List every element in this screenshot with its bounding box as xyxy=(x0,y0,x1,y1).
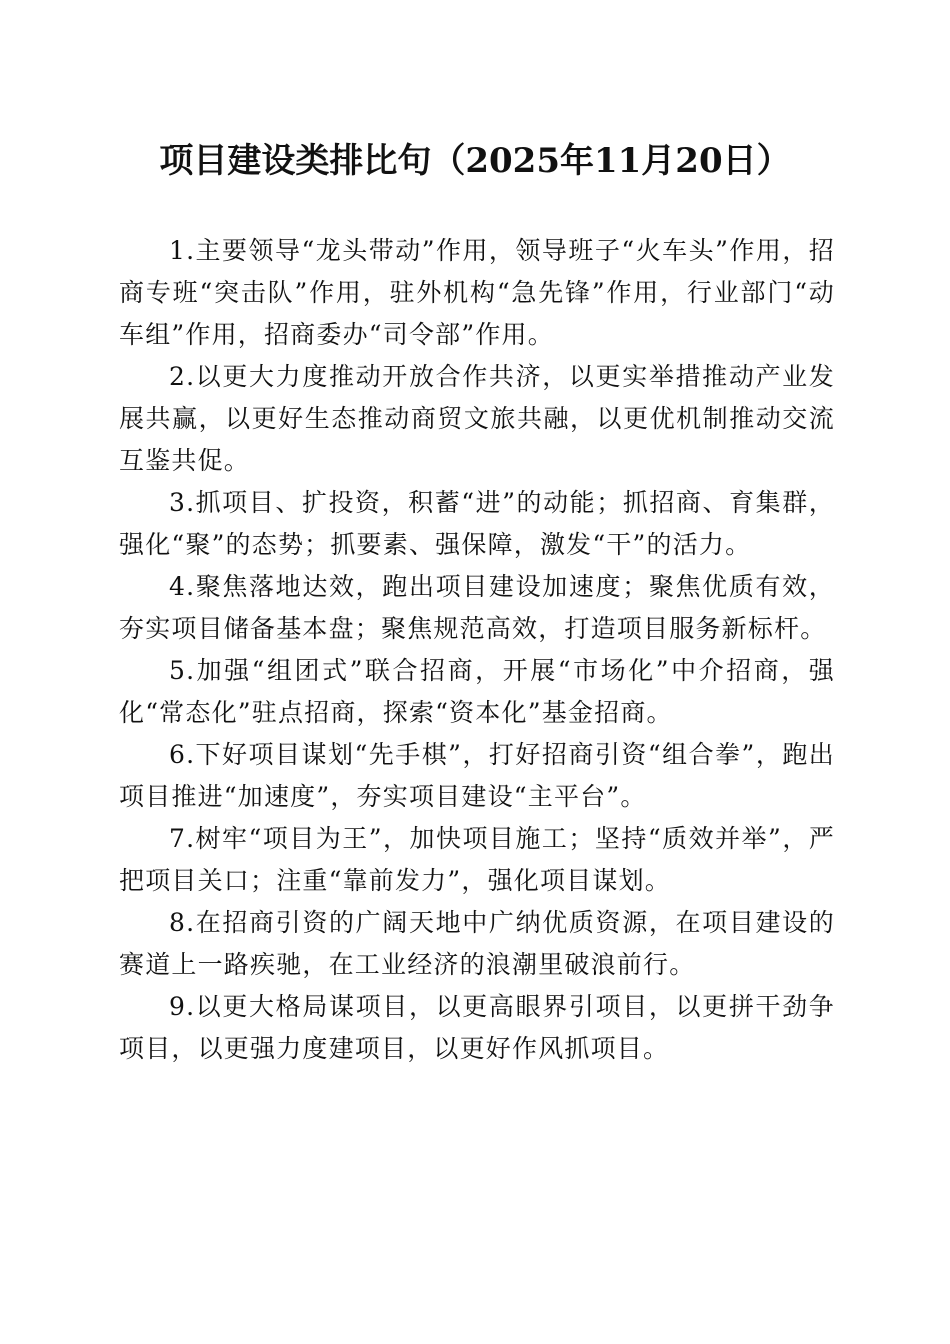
paragraph-2: 2.以更大力度推动开放合作共济，以更实举措推动产业发展共赢，以更好生态推动商贸文旅共融，以更优机制推动交流互鉴共促。 xyxy=(119,362,835,475)
paragraph-7: 7.树牢“项目为王”，加快项目施工；坚持“质效并举”，严把项目关口；注重“靠前发力”，强化项目谋划。 xyxy=(119,824,835,895)
paragraph-8: 8.在招商引资的广阔天地中广纳优质资源，在项目建设的赛道上一路疾驰，在工业经济的浪潮里破浪前行。 xyxy=(119,908,835,979)
paragraph-4: 4.聚焦落地达效，跑出项目建设加速度；聚焦优质有效，夯实项目储备基本盘；聚焦规范高效，打造项目服务新标杆。 xyxy=(119,572,835,643)
paragraph-3: 3.抓项目、扩投资，积蓄“进”的动能；抓招商、育集群，强化“聚”的态势；抓要素、强保障，激发“干”的活力。 xyxy=(119,488,835,559)
paragraph-1: 1.主要领导“龙头带动”作用，领导班子“火车头”作用，招商专班“突击队”作用，驻外机构“急先锋”作用，行业部门“动车组”作用，招商委办“司令部”作用。 xyxy=(119,236,835,349)
document-body xyxy=(119,230,835,1070)
paragraph-9: 9.以更大格局谋项目，以更高眼界引项目，以更拼干劲争项目，以更强力度建项目，以更好作风抓项目。 xyxy=(119,992,835,1063)
document-title: 项目建设类排比句（2025年11月20日） xyxy=(159,141,791,181)
paragraph-6: 6.下好项目谋划“先手棋”，打好招商引资“组合拳”，跑出项目推进“加速度”，夯实项目建设“主平台”。 xyxy=(119,740,835,811)
paragraph-5: 5.加强“组团式”联合招商，开展“市场化”中介招商，强化“常态化”驻点招商，探索“资本化”基金招商。 xyxy=(119,656,835,727)
